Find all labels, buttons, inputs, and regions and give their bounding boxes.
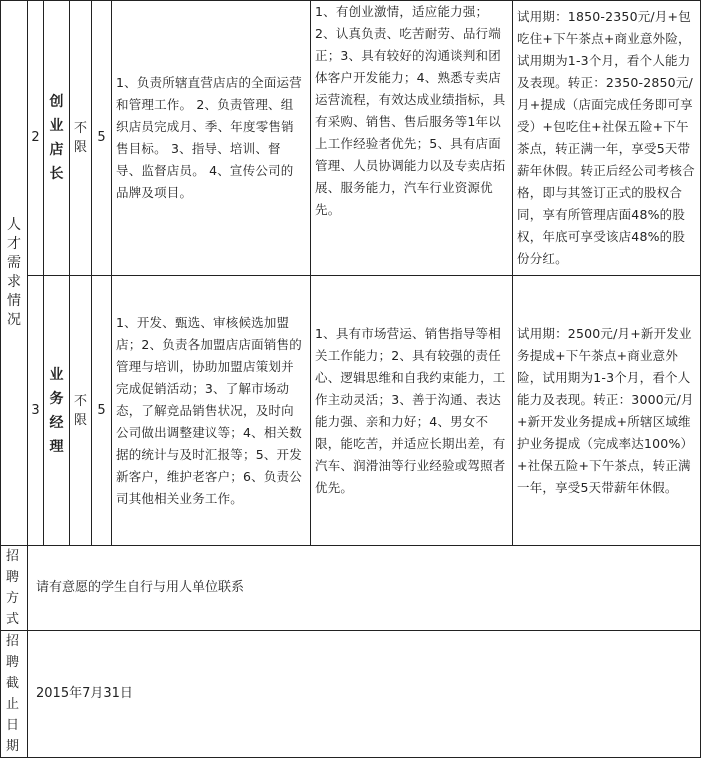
section-label-cell (1, 1, 28, 546)
job-duties: 1、负责所辖直营店店的全面运营和管理工作。 2、负责管理、组织店员完成月、季、年度零售销售目标。 3、指导、培训、督导、监督店员。 4、宣传公司的品牌及项目。 (112, 1, 311, 276)
deadline-row (1, 631, 701, 758)
row-index: 3 (28, 276, 44, 546)
headcount: 5 (92, 1, 112, 276)
row-index: 2 (28, 1, 44, 276)
job-duties: 1、开发、甄选、审核候选加盟店；2、负责各加盟店店面销售的管理与培训，协助加盟店策划并完成促销活动；3、了解市场动态，了解竞品销售状况，及时向公司做出调整建议等；4、相关数据的统计与及时汇报等；5、开发新客户，维护老客户；6、负责公司其他相关业务工作。 (112, 276, 311, 546)
gender-requirement: 不限 (70, 1, 92, 276)
job-requirements: 1、具有市场营运、销售指导等相关工作能力；2、具有较强的责任心、逻辑思维和自我约束能力，工作主动灵活；3、善于沟通、表达能力强、亲和力好；4、男女不限，能吃苦，并适应长期出差，有汽车、润滑油等行业经验或驾照者优先。 (311, 276, 513, 546)
gender-requirement: 不限 (70, 276, 92, 546)
table-row (1, 276, 701, 546)
recruit-method-value: 请有意愿的学生自行与用人单位联系 (28, 546, 701, 631)
position-title: 业务经理 (44, 276, 70, 546)
headcount: 5 (92, 276, 112, 546)
recruit-method-row (1, 546, 701, 631)
job-requirements: 1、有创业激情，适应能力强；2、认真负责、吃苦耐劳、品行端正；3、具有较好的沟通谈判和团体客户开发能力；4、熟悉专卖店运营流程，有效达成业绩指标，具有采购、销售、售后服务等1年以上工作经验者优先；5、具有店面管理、人员协调能力以及专卖店拓展、服务能力，汽车行业资源优先。 (311, 1, 513, 276)
deadline-label: 招聘截止日期 (1, 631, 28, 758)
recruit-method-label: 招聘方式 (1, 546, 28, 631)
deadline-value: 2015年7月31日 (28, 631, 701, 758)
salary-benefits: 试用期：1850-2350元/月+包吃住+下午茶点+商业意外险，试用期为1-3个月，看个人能力及表现。转正：2350-2850元/月+提成（店面完成任务即可享受）+包吃住+社保五险+下午茶点，转正满一年，享受5天带薪年休假。转正后经公司考核合格，即与其签订正式的股权合同，享有所管理店面48%的股权，年底可享受该店48%的股份分红。 (513, 1, 701, 276)
salary-benefits: 试用期：2500元/月+新开发业务提成+下午茶点+商业意外险，试用期为1-3个月，看个人能力及表现。转正：3000元/月+新开发业务提成+所辖区域维护业务提成（完成率达100%）+社保五险+下午茶点，转正满一年，享受5天带薪年休假。 (513, 276, 701, 546)
table-row (1, 1, 701, 276)
position-title: 创业店长 (44, 1, 70, 276)
section-label: 人才需求情况 (7, 217, 21, 328)
